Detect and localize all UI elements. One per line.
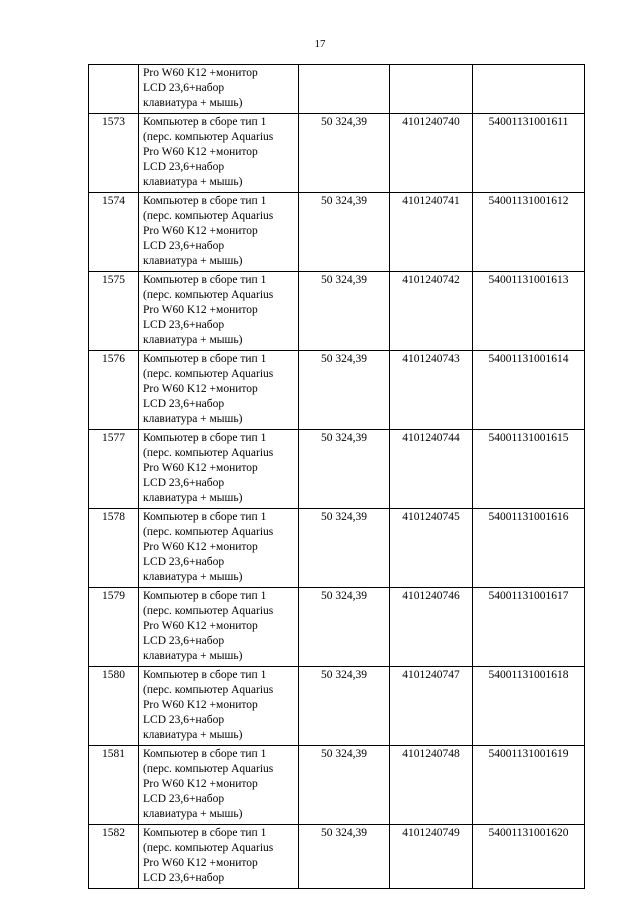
item-name-line: LCD 23,6+набор	[143, 793, 225, 805]
table-row	[89, 825, 585, 889]
item-name-line: Компьютер в сборе тип 1	[143, 669, 267, 681]
item-name-line: (перс. компьютер Aquarius	[143, 605, 274, 617]
item-name-cell	[139, 746, 299, 825]
row-number-cell	[89, 65, 139, 114]
item-name-cell	[139, 351, 299, 430]
inventory-number-cell: 4101240744	[390, 430, 473, 509]
item-name-line: (перс. компьютер Aquarius	[143, 368, 274, 380]
item-name-line: клавиатура + мышь)	[143, 176, 243, 188]
item-name-line: LCD 23,6+набор	[143, 82, 225, 94]
table-row	[89, 746, 585, 825]
table-row	[89, 272, 585, 351]
code-cell: 54001131001613	[473, 272, 585, 351]
inventory-number-cell: 4101240742	[390, 272, 473, 351]
item-name-cell	[139, 509, 299, 588]
item-name-line: Pro W60 K12 +монитор	[143, 67, 258, 79]
item-name-line: LCD 23,6+набор	[143, 872, 225, 884]
row-number-cell: 1581	[89, 746, 139, 825]
price-cell: 50 324,39	[299, 746, 390, 825]
item-name-cell	[139, 272, 299, 351]
item-name-line: Pro W60 K12 +монитор	[143, 304, 258, 316]
item-name-line: Компьютер в сборе тип 1	[143, 590, 267, 602]
code-cell: 54001131001620	[473, 825, 585, 889]
item-name-line: LCD 23,6+набор	[143, 556, 225, 568]
row-number-cell: 1573	[89, 114, 139, 193]
row-number-cell: 1582	[89, 825, 139, 889]
price-cell: 50 324,39	[299, 272, 390, 351]
item-name-line: (перс. компьютер Aquarius	[143, 210, 274, 222]
item-name-line: Компьютер в сборе тип 1	[143, 827, 267, 839]
table-row	[89, 667, 585, 746]
table-body	[89, 65, 585, 889]
item-name-line: Компьютер в сборе тип 1	[143, 748, 267, 760]
inventory-number-cell: 4101240747	[390, 667, 473, 746]
row-number-cell: 1577	[89, 430, 139, 509]
item-name-cell	[139, 825, 299, 889]
item-name-line: клавиатура + мышь)	[143, 571, 243, 583]
item-name-cell	[139, 430, 299, 509]
item-name-line: LCD 23,6+набор	[143, 714, 225, 726]
item-name-line: клавиатура + мышь)	[143, 492, 243, 504]
item-name-line: LCD 23,6+набор	[143, 319, 225, 331]
table-row	[89, 114, 585, 193]
item-name-line: Компьютер в сборе тип 1	[143, 353, 267, 365]
item-name-line: клавиатура + мышь)	[143, 729, 243, 741]
price-cell: 50 324,39	[299, 825, 390, 889]
row-number-cell: 1575	[89, 272, 139, 351]
price-cell: 50 324,39	[299, 351, 390, 430]
inventory-number-cell: 4101240740	[390, 114, 473, 193]
price-cell: 50 324,39	[299, 588, 390, 667]
item-name-line: клавиатура + мышь)	[143, 334, 243, 346]
item-name-line: Pro W60 K12 +монитор	[143, 462, 258, 474]
item-name-line: Pro W60 K12 +монитор	[143, 620, 258, 632]
table-row	[89, 193, 585, 272]
code-cell: 54001131001618	[473, 667, 585, 746]
code-cell: 54001131001614	[473, 351, 585, 430]
price-cell	[299, 65, 390, 114]
price-cell: 50 324,39	[299, 667, 390, 746]
item-name-line: (перс. компьютер Aquarius	[143, 842, 274, 854]
item-name-line: клавиатура + мышь)	[143, 650, 243, 662]
row-number-cell: 1578	[89, 509, 139, 588]
item-name-line: клавиатура + мышь)	[143, 255, 243, 267]
code-cell: 54001131001612	[473, 193, 585, 272]
item-name-line: Компьютер в сборе тип 1	[143, 116, 267, 128]
item-name-line: Pro W60 K12 +монитор	[143, 778, 258, 790]
item-name-line: клавиатура + мышь)	[143, 413, 243, 425]
item-name-line: LCD 23,6+набор	[143, 635, 225, 647]
table-row	[89, 430, 585, 509]
inventory-number-cell: 4101240743	[390, 351, 473, 430]
price-cell: 50 324,39	[299, 114, 390, 193]
row-number-cell: 1580	[89, 667, 139, 746]
item-name-line: (перс. компьютер Aquarius	[143, 763, 274, 775]
item-name-cell	[139, 588, 299, 667]
item-name-line: (перс. компьютер Aquarius	[143, 289, 274, 301]
item-name-line: Компьютер в сборе тип 1	[143, 195, 267, 207]
item-name-line: Pro W60 K12 +монитор	[143, 383, 258, 395]
row-number-cell: 1574	[89, 193, 139, 272]
item-name-line: Компьютер в сборе тип 1	[143, 432, 267, 444]
item-name-line: LCD 23,6+набор	[143, 161, 225, 173]
table-row	[89, 351, 585, 430]
code-cell: 54001131001616	[473, 509, 585, 588]
price-cell: 50 324,39	[299, 193, 390, 272]
inventory-table	[88, 64, 585, 889]
inventory-number-cell: 4101240749	[390, 825, 473, 889]
inventory-number-cell: 4101240745	[390, 509, 473, 588]
row-number-cell: 1579	[89, 588, 139, 667]
item-name-line: LCD 23,6+набор	[143, 398, 225, 410]
code-cell: 54001131001617	[473, 588, 585, 667]
item-name-line: Pro W60 K12 +монитор	[143, 857, 258, 869]
item-name-line: LCD 23,6+набор	[143, 477, 225, 489]
item-name-cell	[139, 114, 299, 193]
inventory-number-cell	[390, 65, 473, 114]
price-cell: 50 324,39	[299, 430, 390, 509]
item-name-line: клавиатура + мышь)	[143, 97, 243, 109]
code-cell	[473, 65, 585, 114]
item-name-cell	[139, 667, 299, 746]
carryover-row	[89, 65, 585, 114]
item-name-line: Pro W60 K12 +монитор	[143, 225, 258, 237]
item-name-cell	[139, 65, 299, 114]
item-name-line: (перс. компьютер Aquarius	[143, 447, 274, 459]
code-cell: 54001131001611	[473, 114, 585, 193]
item-name-line: Pro W60 K12 +монитор	[143, 146, 258, 158]
item-name-line: (перс. компьютер Aquarius	[143, 526, 274, 538]
code-cell: 54001131001615	[473, 430, 585, 509]
inventory-number-cell: 4101240741	[390, 193, 473, 272]
price-cell: 50 324,39	[299, 509, 390, 588]
item-name-line: Компьютер в сборе тип 1	[143, 274, 267, 286]
row-number-cell: 1576	[89, 351, 139, 430]
item-name-line: Pro W60 K12 +монитор	[143, 541, 258, 553]
item-name-line: Pro W60 K12 +монитор	[143, 699, 258, 711]
code-cell: 54001131001619	[473, 746, 585, 825]
item-name-line: (перс. компьютер Aquarius	[143, 131, 274, 143]
item-name-cell	[139, 193, 299, 272]
item-name-line: LCD 23,6+набор	[143, 240, 225, 252]
inventory-number-cell: 4101240746	[390, 588, 473, 667]
item-name-line: (перс. компьютер Aquarius	[143, 684, 274, 696]
table-row	[89, 509, 585, 588]
page-number: 17	[314, 38, 326, 50]
table-row	[89, 588, 585, 667]
item-name-line: Компьютер в сборе тип 1	[143, 511, 267, 523]
inventory-number-cell: 4101240748	[390, 746, 473, 825]
item-name-line: клавиатура + мышь)	[143, 808, 243, 820]
